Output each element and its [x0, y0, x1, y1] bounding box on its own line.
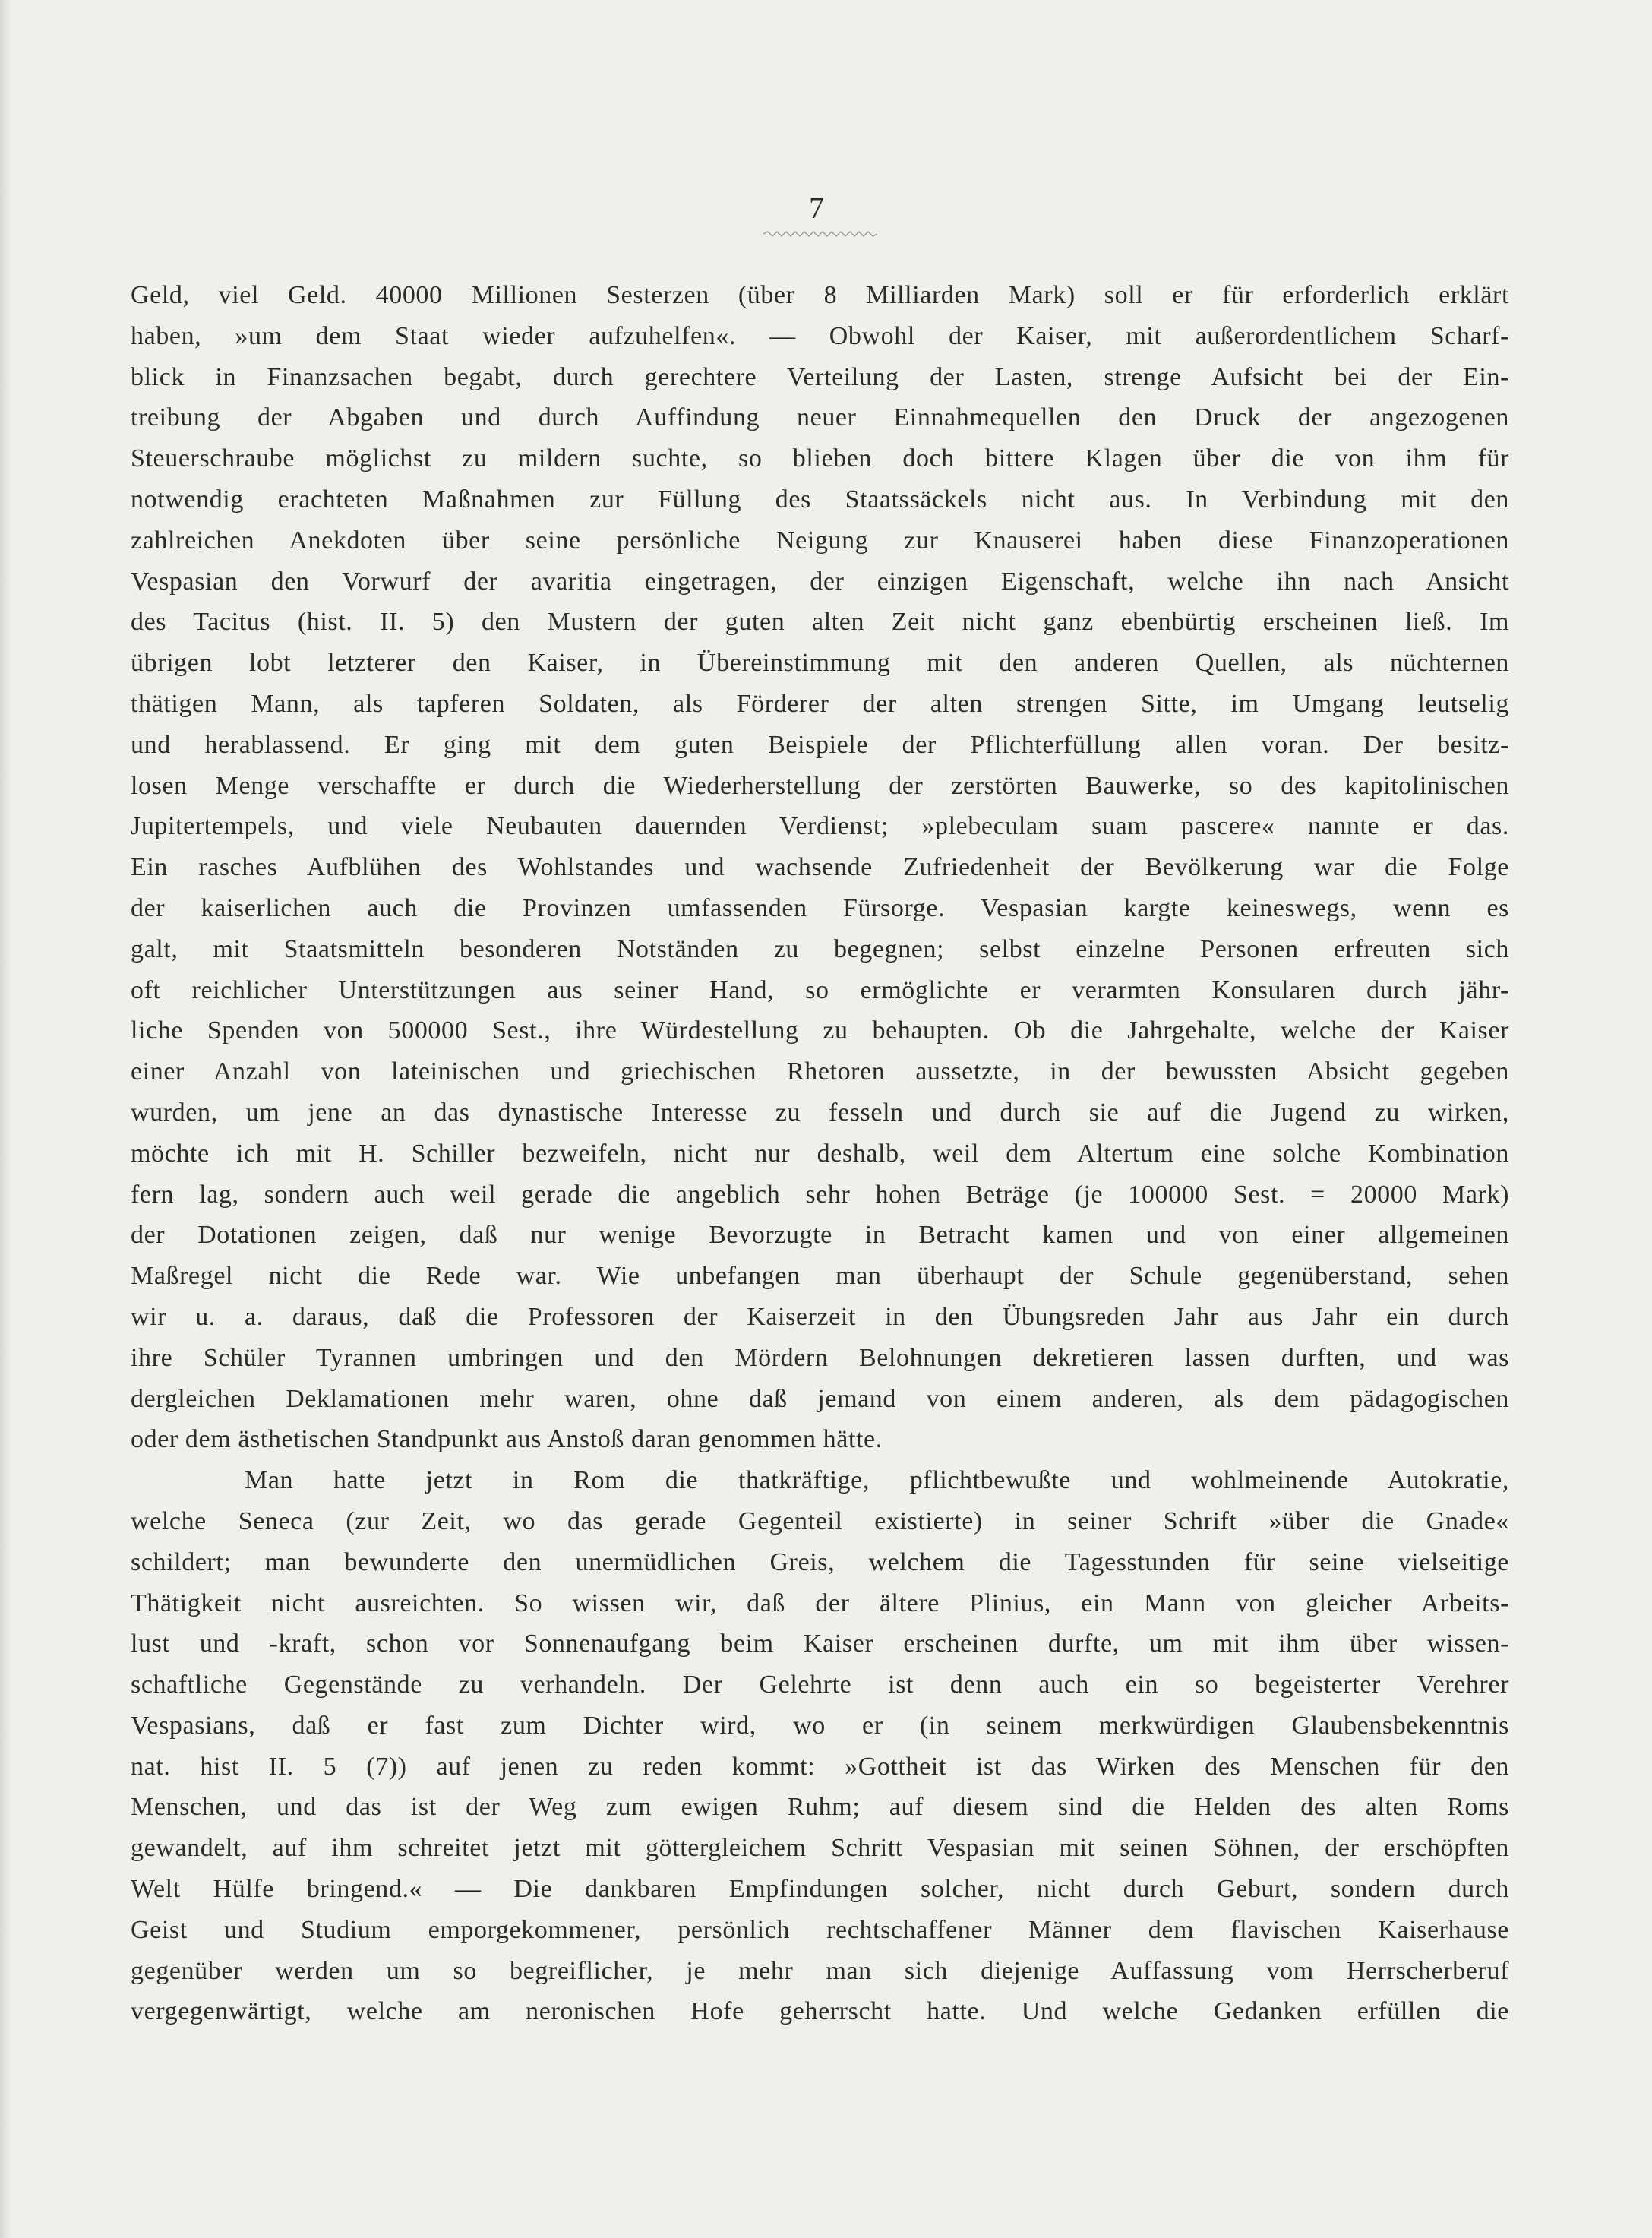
text-line: der Dotationen zeigen, daß nur wenige Bevorzugte in Betracht kamen und von einer allgemeinen — [131, 1221, 1509, 1250]
text-line: Ein rasches Aufblühen des Wohlstandes und wachsende Zufriedenheit der Bevölkerung war die Folge — [131, 853, 1509, 882]
page-number: 7 — [809, 191, 824, 225]
text-line: der kaiserlichen auch die Provinzen umfassenden Fürsorge. Vespasian kargte keineswegs, wenn es — [131, 893, 1509, 922]
text-line: Menschen, und das ist der Weg zum ewigen Ruhm; auf diesem sind die Helden des alten Roms — [131, 1793, 1509, 1822]
text-line: blick in Finanzsachen begabt, durch gerechtere Verteilung der Lasten, strenge Aufsicht bei der Ein- — [131, 362, 1509, 391]
text-line: nat. hist II. 5 (7)) auf jenen zu reden kommt: »Gottheit ist das Wirken des Menschen für den — [131, 1752, 1509, 1781]
text-line: Jupitertempels, und viele Neubauten dauernden Verdienst; »plebeculam suam pascere« nannte er das. — [131, 812, 1509, 841]
text-line: lust und -kraft, schon vor Sonnenaufgang beim Kaiser erscheinen durfte, um mit ihm über wissen- — [131, 1630, 1509, 1658]
text-line: Thätigkeit nicht ausreichten. So wissen wir, daß der ältere Plinius, ein Mann von gleicher Arbeits- — [131, 1588, 1509, 1617]
text-line: möchte ich mit H. Schiller bezweifeln, nicht nur deshalb, weil dem Altertum eine solche Kombination — [131, 1139, 1509, 1168]
text-line: oder dem ästhetischen Standpunkt aus Anstoß daran genommen hätte. — [131, 1425, 883, 1454]
text-line: vergegenwärtigt, welche am neronischen Hofe geherrscht hatte. Und welche Gedanken erfüllen die — [131, 1997, 1509, 2026]
text-line: losen Menge verschaffte er durch die Wiederherstellung der zerstörten Bauwerke, so des kapitolinischen — [131, 771, 1509, 800]
text-line: wir u. a. daraus, daß die Professoren der Kaiserzeit in den Übungsreden Jahr aus Jahr ein durch — [131, 1302, 1509, 1331]
page-binding-edge — [0, 0, 11, 2238]
text-line: ihre Schüler Tyrannen umbringen und den Mördern Belohnungen dekretieren lassen durften, und was — [131, 1343, 1509, 1372]
text-line: schaftliche Gegenstände zu verhandeln. Der Gelehrte ist denn auch ein so begeisterter Verehrer — [131, 1671, 1509, 1699]
body-text — [131, 275, 1509, 2032]
text-line: gewandelt, auf ihm schreitet jetzt mit göttergleichem Schritt Vespasian mit seinen Söhnen, der erschöpften — [131, 1834, 1509, 1863]
text-line: liche Spenden von 500000 Sest., ihre Würdestellung zu behaupten. Ob die Jahrgehalte, welche der Kaiser — [131, 1016, 1509, 1045]
text-line: schildert; man bewunderte den unermüdlichen Greis, welchem die Tagesstunden für seine vielseitige — [131, 1547, 1509, 1576]
text-line: einer Anzahl von lateinischen und griechischen Rhetoren aussetzte, in der bewussten Absicht gegeben — [131, 1057, 1509, 1086]
text-line: Maßregel nicht die Rede war. Wie unbefangen man überhaupt der Schule gegenüberstand, sehen — [131, 1262, 1509, 1291]
text-line: des Tacitus (hist. II. 5) den Mustern der guten alten Zeit nicht ganz ebenbürtig erscheinen ließ. Im — [131, 608, 1509, 637]
text-line: oft reichlicher Unterstützungen aus seiner Hand, so ermöglichte er verarmten Konsularen durch jähr- — [131, 975, 1509, 1004]
text-line: galt, mit Staatsmitteln besonderen Notständen zu begegnen; selbst einzelne Personen erfreuten sich — [131, 934, 1509, 963]
text-line: Vespasian den Vorwurf der avaritia eingetragen, der einzigen Eigenschaft, welche ihn nach Ansicht — [131, 567, 1509, 596]
text-line: Vespasians, daß er fast zum Dichter wird, wo er (in seinem merkwürdigen Glaubensbekenntnis — [131, 1711, 1509, 1740]
text-line: Geist und Studium emporgekommener, persönlich rechtschaffener Männer dem flavischen Kaiserhause — [131, 1915, 1509, 1944]
text-line: zahlreichen Anekdoten über seine persönliche Neigung zur Knauserei haben diese Finanzoperationen — [131, 526, 1509, 555]
text-line: gegenüber werden um so begreiflicher, je mehr man sich diejenige Auffassung vom Herrscherberuf — [131, 1956, 1509, 1985]
text-line: übrigen lobt letzterer den Kaiser, in Übereinstimmung mit den anderen Quellen, als nüchternen — [131, 649, 1509, 678]
text-line: fern lag, sondern auch weil gerade die angeblich sehr hohen Beträge (je 100000 Sest. = 20000 Mark) — [131, 1180, 1509, 1209]
text-line: treibung der Abgaben und durch Auffindung neuer Einnahmequellen den Druck der angezogenen — [131, 403, 1509, 432]
text-line: Geld, viel Geld. 40000 Millionen Sesterzen (über 8 Milliarden Mark) soll er für erforderlich erklärt — [131, 281, 1509, 309]
text-line: dergleichen Deklamationen mehr waren, ohne daß jemand von einem anderen, als dem pädagogischen — [131, 1384, 1509, 1413]
text-line: haben, »um dem Staat wieder aufzuhelfen«. — Obwohl der Kaiser, mit außerordentlichem Scharf- — [131, 321, 1509, 350]
page-number-ornament — [763, 231, 877, 237]
text-line: Welt Hülfe bringend.« — Die dankbaren Empfindungen solcher, nicht durch Geburt, sondern durch — [131, 1875, 1509, 1904]
text-line: Man hatte jetzt in Rom die thatkräftige, pflichtbewußte und wohlmeinende Autokratie, — [245, 1466, 1509, 1495]
text-line: Steuerschraube möglichst zu mildern suchte, so blieben doch bittere Klagen über die von ihm für — [131, 444, 1509, 473]
text-line: thätigen Mann, als tapferen Soldaten, als Förderer der alten strengen Sitte, im Umgang leutselig — [131, 689, 1509, 718]
text-line: notwendig erachteten Maßnahmen zur Füllung des Staatssäckels nicht aus. In Verbindung mit den — [131, 485, 1509, 514]
text-line: welche Seneca (zur Zeit, wo das gerade Gegenteil existierte) in seiner Schrift »über die Gnade« — [131, 1506, 1509, 1535]
text-line: und herablassend. Er ging mit dem guten Beispiele der Pflichterfüllung allen voran. Der besitz- — [131, 730, 1509, 759]
text-line: wurden, um jene an das dynastische Interesse zu fesseln und durch sie auf die Jugend zu wirken, — [131, 1098, 1509, 1127]
